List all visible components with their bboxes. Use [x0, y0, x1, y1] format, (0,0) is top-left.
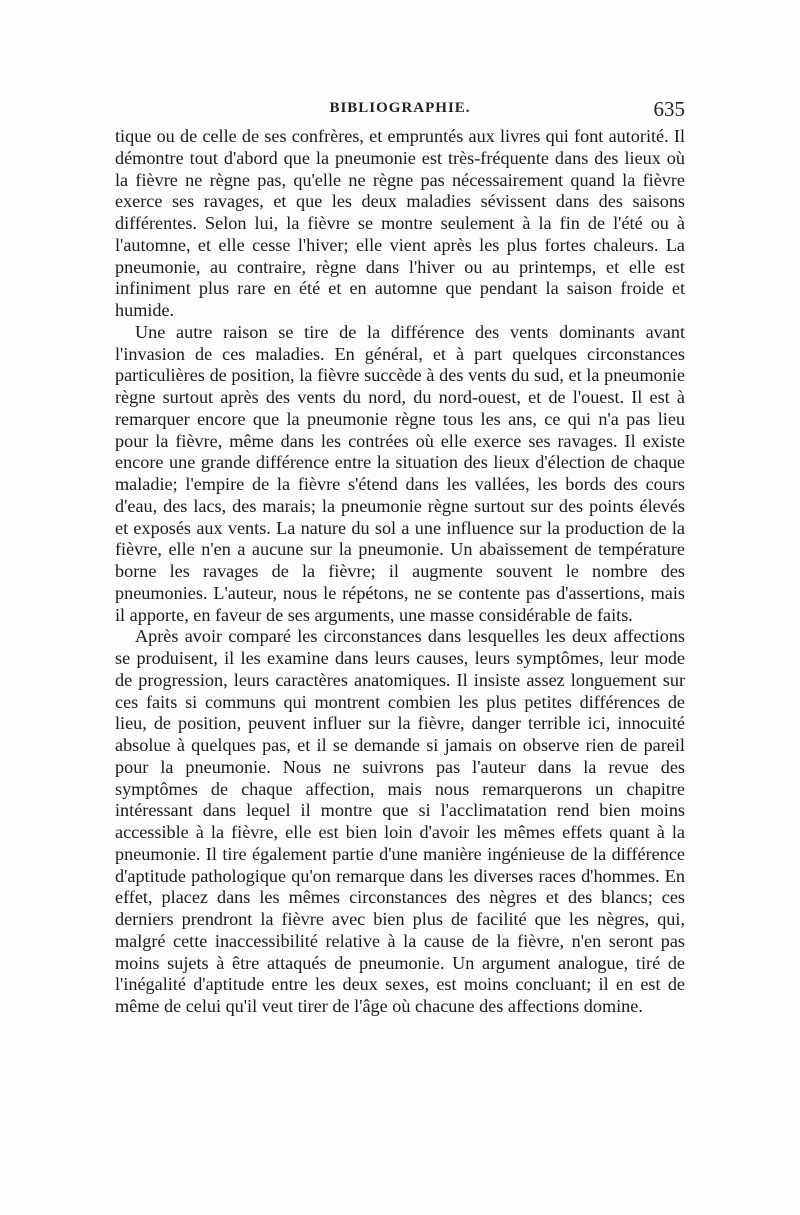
running-head [115, 97, 685, 128]
page-number: 635 [653, 97, 685, 121]
paragraph-2: Une autre raison se tire de la différence des vents dominants avant l'invasion de ces maladies. En général, et à part quelques circonstances particulières de position, la fièvre succède à des vents du sud, et la pneumonie règne surtout après des vents du nord, du nord-ouest, et de l'ouest. Il est à remarquer encore que la pneumonie règne tous les ans, ce qui n'a pas lieu pour la fièvre, même dans les contrées où elle exerce ses ravages. Il existe encore une grande différence entre la situation des lieux d'élection de chaque maladie; l'empire de la fièvre s'étend dans les vallées, les bords des cours d'eau, des lacs, des marais; la pneumonie règne surtout sur des points élevés et exposés aux vents. La nature du sol a une influence sur la production de la fièvre, elle n'en a aucune sur la pneumonie. Un abaissement de température borne les ravages de la fièvre; il augmente souvent le nombre des pneumonies. L'auteur, nous le répétons, ne se contente pas d'assertions, mais il apporte, en faveur de ses arguments, une masse considérable de faits. [115, 321, 685, 625]
running-title: BIBLIOGRAPHIE. [329, 100, 471, 116]
paragraph-1: tique ou de celle de ses confrères, et empruntés aux livres qui font autorité. Il démontre tout d'abord que la pneumonie est très-fréquente dans des lieux où la fièvre ne règne pas, qu'elle ne règne pas nécessairement quand la fièvre exerce ses ravages, et que les deux maladies sévissent dans des saisons différentes. Selon lui, la fièvre se montre seulement à la fin de l'été ou à l'automne, et elle cesse l'hiver; elle vient après les plus fortes chaleurs. La pneumonie, au contraire, règne dans l'hiver ou au printemps, et elle est infiniment plus rare en été et en automne que pendant la saison froide et humide. [115, 126, 685, 320]
body-text [115, 126, 685, 1018]
paragraph-3: Après avoir comparé les circonstances dans lesquelles les deux affections se produisent, il les examine dans leurs causes, leurs symptômes, leur mode de progression, leurs caractères anatomiques. Il insiste assez longuement sur ces faits si communs qui montrent combien les plus petites différences de lieu, de position, peuvent influer sur la fièvre, danger terrible ici, innocuité absolue à quelques pas, et il se demande si jamais on observe rien de pareil pour la pneumonie. Nous ne suivrons pas l'auteur dans la revue des symptômes de chaque affection, mais nous remarquerons un chapitre intéressant dans lequel il montre que si l'acclimatation rend bien moins accessible à la fièvre, elle est bien loin d'avoir les mêmes effets quant à la pneumonie. Il tire également partie d'une manière ingénieuse de la différence d'aptitude pathologique qu'on remarque dans les diverses races d'hommes. En effet, placez dans les mêmes circonstances des nègres et des blancs; ces derniers prendront la fièvre avec bien plus de facilité que les nègres, qui, malgré cette inaccessibilité relative à la cause de la fièvre, n'en seront pas moins sujets à être attaqués de pneumonie. Un argument analogue, tiré de l'inégalité d'aptitude entre les deux sexes, est moins concluant; il en est de même de celui qu'il veut tirer de l'âge où chacune des affections domine. [115, 626, 685, 1016]
